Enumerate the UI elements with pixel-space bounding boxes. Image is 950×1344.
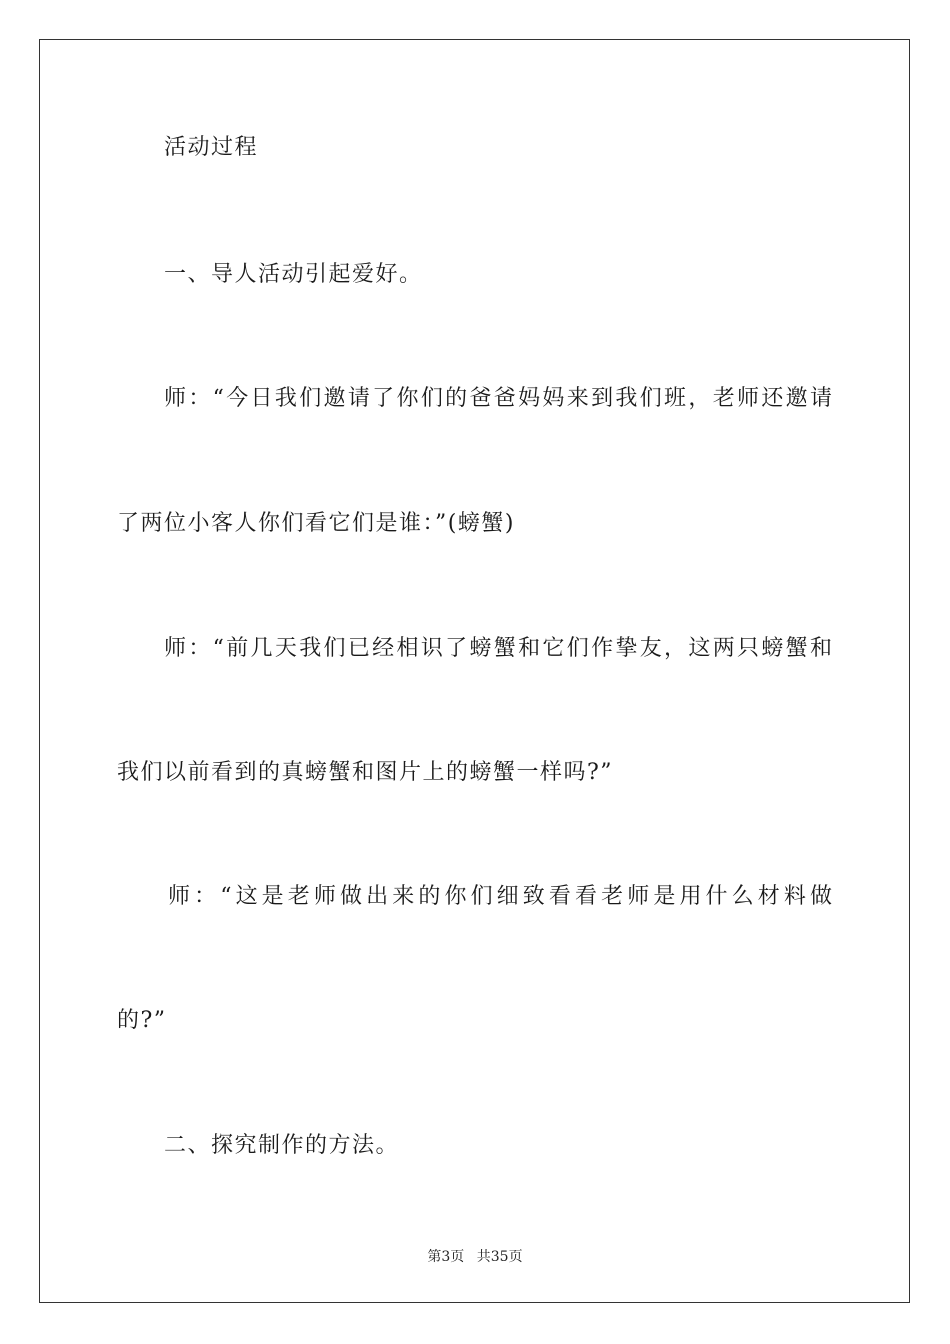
- paragraph-line: 师：“前几天我们已经相识了螃蟹和它们作挚友，这两只螃蟹和: [164, 636, 832, 661]
- section-heading-process: 活动过程: [164, 135, 259, 160]
- page-border: [39, 39, 910, 1303]
- heading-part-two: 二、探究制作的方法。: [164, 1133, 400, 1158]
- page-footer: [0, 1248, 950, 1266]
- paragraph-line: 师：“今日我们邀请了你们的爸爸妈妈来到我们班，老师还邀请: [164, 386, 832, 411]
- page-number: 第3页: [427, 1249, 465, 1265]
- paragraph-line: 的?”: [117, 1008, 167, 1033]
- paragraph-line: 师：“这是老师做出来的你们细致看看老师是用什么材料做: [168, 884, 832, 909]
- paragraph-line: 了两位小客人你们看它们是谁：”(螃蟹): [117, 511, 515, 536]
- paragraph-line: 我们以前看到的真螃蟹和图片上的螃蟹一样吗?”: [117, 760, 614, 785]
- page-total: 共35页: [476, 1249, 523, 1265]
- heading-part-one: 一、导人活动引起爱好。: [164, 262, 423, 287]
